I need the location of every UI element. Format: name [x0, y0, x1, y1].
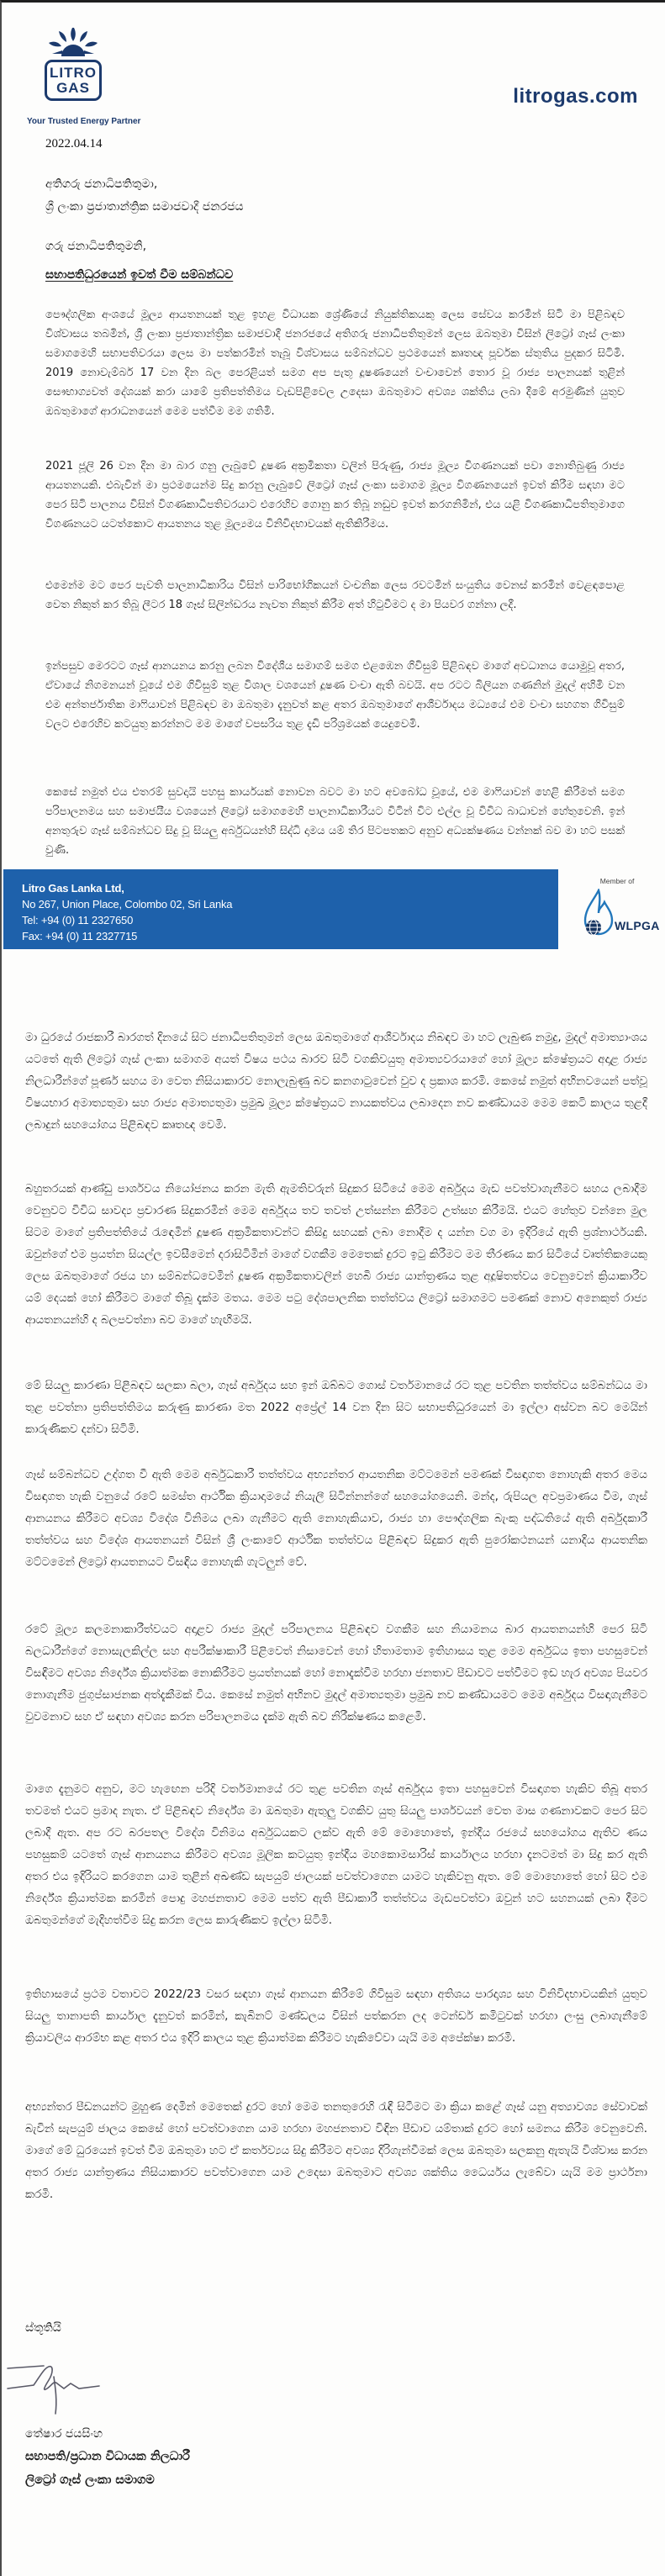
recipient-line-1: අතිගරු ජනාධිපතිතුමා, [45, 177, 158, 191]
closing-thanks: ස්තූතියි [25, 2321, 61, 2335]
logo-tagline: Your Trusted Energy Partner [27, 117, 141, 126]
letter-paragraph: අභ්‍යන්තර පීඩනයන්ට මුහුණ දෙමින් මෙතෙක් දුරට හෝ මෙම තනතුරෙහි රැඳී සිටීමට මා ක්‍රියා කළේ ගෑස් යනු අත්‍යාවශ්‍ය සේවාවක් බැවින් සැපයුම් ජාලය කෙසේ හෝ පවත්වාගෙන යාම හරහා මහජනතාව විඳින පීඩාව යම්තාක් දුරට හෝ සමනය කිරීම වෙනුවෙනි. මාගේ මේ ධුරයෙන් ඉවත් වීම ඔබතුමා හට ඒ කර්තව්‍යය සිදු කිරීමට අවශ්‍ය දිරිගැන්වීමක් ලෙස ඔබතුමා සලකනු ඇතැයි විශ්වාස කරන අතර රාජ්‍ය යාන්ත්‍රණය නිසියාකාරව පවත්වාගෙන යාම උදෙසා ඔබතුමාට අවශ්‍ය ශක්තිය ධෛර්යය ලැබේවා යැයි මම ප්‍රාර්ථනා කරමි. [25, 2100, 647, 2201]
company-address: No 267, Union Place, Colombo 02, Sri Lanka [22, 898, 233, 911]
website-url: litrogas.com [513, 85, 638, 108]
letter-paragraph: රටේ මූල්‍ය කලමනාකාරීත්වයට අදාළව රාජ්‍ය මුදල් පරිපාලනය පිළිබඳව වගකීම සහ නියාමනය බාර ආයතනයන්හි පෙර සිටි බලධාරීන්ගේ නොසැලකිල්ල සහ අපරීක්ෂාකාරී පිළිවෙත් නිසාවෙන් හෝ හිතාමතාම ඉතිහාසය තුළ මෙම අර්බුධය ඉතා පහසුවෙන් විසඳීමට අවශ්‍ය නිර්දේශ ක්‍රියාත්මක නොකිරීමට ප්‍රයත්නයක් හෝ නොදැක්වීම හරහා ජනතාව පීඩාවට පත්වීමට ඉඩ හැර අවශ්‍ය පියවර නොගැනීම ජුගුප්සාජනක අත්දැකීමක් විය. කෙසේ නමුත් අභිනව මුදල් අමාත්‍යතුමා ප්‍රමුඛ නව කණ්ඩායමට මෙම අර්බුදය විසඳාගැනීමට වුවමනාව සහ ඒ සඳහා අවශ්‍ය කරන පරිපාලනමය දැක්ම ඇති බව නිරීක්ෂණය කළෙමි. [25, 1623, 647, 1723]
letter-paragraph: කෙසේ නමුත් එය එතරම් සුවදායි පහසු කාර්යයක් නොවන බවට මා හට අවබෝධ වූයේ, එම මාෆියාවන් හෙළි කිරීමත් සමග පරිපාලනමය සහ සමාජයීය වශයෙන් ලිට්‍රෝ සමාගමෙහි පාලනාධිකාරීයට විටින් විට එල්ල වූ විවිධ බාධාවන් හේතුවෙනි. ඉන් අනතුරුව ගෑස් සම්බන්ධව සිදු වූ සියලු අර්බුධයන්හි සිද්ධි දාමය යම් තිර පිටපතකට අනුව අධ්‍යක්ෂණය වන්නක් බව මා හට පසක් වුණි. [45, 786, 625, 857]
logo-wordmark [45, 60, 102, 101]
wlpga-flame-icon [582, 889, 615, 942]
letter-paragraph: මේ සියලු කාරණා පිළිබඳව සලකා බලා, ගෑස් අර්බුදය සහ ඉන් ඔබ්බට ගොස් වර්තමානයේ රට තුළ පවතින තත්ත්වය සම්බන්ධය මා තුළ පවත්නා ප්‍රතිපත්තිමය කරුණු කාරණා මත 2022 අප්‍රේල් 14 වන දින සිට සභාපතිධුරයෙන් මා ඉල්ලා අස්වන බව මෙයින් කාරුණිකව දන්වා සිටිමි. [25, 1379, 647, 1436]
litro-gas-logo [35, 26, 111, 101]
company-tel: Tel: +94 (0) 11 2327650 [22, 914, 134, 926]
letter-paragraph: ඉන්පසුව මෙරටට ගෑස් ආනයනය කරනු ලබන විදේශීය සමාගම් සමග එළඹෙන ගිවිසුම් පිළිබඳව මාගේ අවධානය යොමුවූ අතර, ඒවායේ නිගමනයන් වූයේ එම ගිවිසුම් තුළ විශාල වශයෙන් දූෂණ වංචා ඇති බවයි. අප රටට බිලියන ගණනින් මුදල් අහිමි වන එම අන්තර්ජාතික මාෆියාවන් පිළිබඳව මා ඔබතුමා දැනුවත් කළ අතර ඔබතුමාගේ ආශීර්වාදය මධ්‍යයේ එම වංචා සහගත ගිවිසුම් වලට එරෙහිව කටයුතු කරන්නට මම මාගේ වපසරිය තුළ දැඩි පරිශ්‍රමයක් යෙදුවෙමි. [45, 660, 625, 731]
company-address-bar [3, 869, 558, 949]
recipient-line-2: ශ්‍රී ලංකා ප්‍රජාතාන්ත්‍රික සමාජවාදී ජනරජය [45, 200, 244, 214]
letter-paragraph: 2021 ජූලි 26 වන දින මා බාර ගනු ලැබුවේ දූෂණ අක්‍රමිකතා වලින් පිරුණු, රාජ්‍ය මූල්‍ය විගණනයක් පවා නොතිබුණු රාජ්‍ය ආයතනයකි. එබැවින් මා ප්‍රථමයෙන්ම සිදු කරනු ලැබුවේ ලිට්‍රෝ ගෑස් ලංකා සමාගම මූල්‍ය විගණනයෙන් ඉවත් කිරීම සඳහා මට පෙර සිටි පාලනය විසින් විගණකාධිපතිවරයාට එරෙහිව ගොනු කර තිබූ නඩුව ඉවත් කරගනිමින්, එය යළි විගණකාධිපතිතුමාගෙ විගණනයට යටත්කොට ආයතනය තුළ මූල්‍යමය විනිවිදභාවයක් ඇතිකිරීමය. [45, 460, 625, 531]
signatory-name: තේෂාර ජයසිංහ [25, 2427, 103, 2441]
flame-sun-icon [42, 26, 104, 60]
letter-paragraph: පෞද්ගලික අංශයේ මූල්‍ය ආයතනයක් තුළ ඉහළ විධායක ශ්‍රේණියේ නියුක්තිකයකු ලෙස සේවය කරමින් සිටි මා පිළිබඳව විශ්වාසය තබමින්, ශ්‍රී ලංකා ප්‍රජාතාන්ත්‍රික සමාජවාදී ජනරජයේ අතිගරු ජනාධිපතිතුමන් ලෙස ඔබතුමා විසින් ලිට්‍රෝ ගෑස් ලංකා සමාගමෙහි සභාපතිවරයා ලෙස මා පත්කරමින් තැබූ විශ්වාසය සම්බන්ධව ප්‍රථමයෙන් කෘතඥ පූර්වක ස්තුතිය පුදකර සිටිමි. 2019 නොවැම්බර් 17 වන දින බල පෙරළියත් සමග අප පැතූ දූෂණයෙන් වංචාවෙන් තොර වූ රාජ්‍ය පාලනයක් තුළින් සෞභාග්‍යවත් දේශයක් කරා යාමේ ප්‍රතිපත්තිමය වැඩපිළිවෙල උදෙසා ඔබතුමාට අවශ්‍ය ශක්තිය ලබා දීමේ අරමුණින් යුතුව ඔබතුමාගේ ආරාධනයෙන් මෙම පත්වීම මම ගතිමි. [45, 309, 625, 418]
letter-paragraph: එමෙන්ම මට පෙර පැවති පාලනාධිකාරිය විසින් පාරිභෝගිකයන් වංචනික ලෙස රවටමින් සංයුතිය වෙනස් කරමින් වෙළඳපොළ වෙත නිකුත් කර තිබූ ලීටර 18 ගෑස් සිලින්ඩරය නැවත නිකුත් කිරීම අත් හිටුවීමට ද මා පියවර ගන්නා ලදී. [45, 579, 625, 611]
signatory-company: ලිට්‍රෝ ගෑස් ලංකා සමාගම [25, 2473, 155, 2487]
signatory-title: සභාපති/ප්‍රධාන විධායක නිලධාරී [25, 2450, 190, 2463]
salutation: ගරු ජනාධිපතිතුමනි, [45, 240, 147, 253]
letter-paragraph: බහුතරයක් ආණ්ඩු පාර්ශවය නියෝජනය කරන මැති ඇමතිවරුන් සිදුකර සිටියේ මෙම අර්බුදය මැඩ පවත්වාගැනීමට සහය ලබාදීම වෙනුවට විවිධ සාවද්‍ය ප්‍රචාරණ සිදුකරමින් මෙම අර්බුදය තව තවත් උත්සන්න කිරීමට උත්සහ කිරීමයි. එයට හේතුව වන්නෙ මුල සිටම මාගේ ප්‍රතිපත්තියේ රැඳෙමින් දූෂණ අක්‍රමිකතාවන්ට කිසිදු සහයක් ලබා නොදීම ද යන්න වග මා ඉදිරියේ ඇති ප්‍රශ්නාර්ථයකි. ඔවුන්ගේ එම ප්‍රයත්න සියල්ල ඉවසීමෙන් දරාසිටිමින් මාගේ වගකීම මෙතෙක් දුරට ඉටු කිරීමට මම තීරණය කර සිටියේ වෘත්තිකයෙකු ලෙස ඔබතුමාගේ රජය හා සම්බන්ධවෙමින් දූෂණ අක්‍රමිකතාවලින් හෙබි රාජ්‍ය යාන්ත්‍රණය තුළ අදූෂිතත්වය වෙනුවෙන් ක්‍රියාකාරීව යම් දෙයක් හෝ කිරීමට මාගේ තිබූ දැක්ම මතය. මෙම පටු දේශපාලනික තත්ත්වය ලිට්‍රෝ සමාගමට පමණක් නොව අනෙකුත් රාජ්‍ය ආයතනයන්හි ද බලපවත්නා බව මාගේ හැඟීමයි. [25, 1182, 647, 1327]
logo-word-litro: LITRO [50, 65, 97, 81]
company-name: Litro Gas Lanka Ltd, [22, 882, 124, 895]
logo-word-gas: GAS [56, 80, 90, 96]
wlpga-wordmark: WLPGA [615, 919, 660, 932]
letter-date: 2022.04.14 [45, 137, 103, 150]
letter-paragraph: ගෑස් සම්බන්ධව උද්ගත වී ඇති මෙම අර්බුධකාරී තත්ත්වය අභ්‍යන්තර ආයතනික මට්ටමෙන් පමණක් විසඳාගත නොහැකි අතර මෙය විසඳාගත හැකි වනුයේ රටේ සමස්ත ආර්ථික ක්‍රියාදාමයේ නියැලී සිටින්නන්ගේ සහයෝගයෙනි. මන්ද, රුපියල අවප්‍රමාණය වීම, ගෑස් ආනයනය කිරීමට අවශ්‍ය විදේශ විනිමය ලබා ගැනීමට ඇති නොහැකියාව, රාජ්‍ය හා පෞද්ගලික බැංකු පද්ධතියේ ඇති අර්බුදකාරී තත්ත්වය සහ විදේශ ආයතනයන් විසින් ශ්‍රී ලංකාවේ ආර්ථික තත්ත්වය පිළිබඳව සිදුකර ඇති පුරෝකථනයන් යනාදිය ආයතනික මට්ටමෙන් ලිට්‍රෝ ආයතනයට විසඳිය නොහැකි ගැටලුන් වේ. [25, 1468, 647, 1569]
member-of-label: Member of [599, 877, 635, 885]
letter-paragraph: ඉතිහාසයේ ප්‍රථම වතාවට 2022/23 වසර සඳහා ගෑස් ආනයන කිරීමේ ගිවිසුම සඳහා අතිශය පාරදෘශ්‍ය සහ විනිවිදභාවයකින් යුතුව සියලු තානාපති කාර්යාල දැනුවත් කරමින්, කැබිනට් මණ්ඩලය විසින් පත්කරන ලද ටෙන්ඩර් කමිටුවක් හරහා ලංසු ලබාගැනීමේ ක්‍රියාවලිය ආරම්භ කළ අතර එය ඉදිරි කාලය තුළ ක්‍රියාත්මක කිරීමට හැකිවේවා යැයි මම අපේක්ෂා කරමි. [25, 1987, 647, 2045]
letter-paragraph: මාගෙ දැනුමට අනුව, මට හැඟෙන පරිදි වර්තමානයේ රට තුළ පවතින ගෑස් අර්බුදය ඉතා පහසුවෙන් විසඳාගත හැකිව තිබූ අතර තවමත් එයට ප්‍රමාද නැත. ඒ පිළිබඳව නිර්දේශ මා ඔබතුමා ඇතුලු වගකිව යුතු සියලු පාර්ශවයන් වෙත මාස ගණනාවකට පෙර සිට ලබාදී ඇත. අප රට බරපතල විදේශ විනිමය අර්බුධයකට ලක්ව ඇති මේ මොහොතේ, ඉන්දීය රජයේ සහයෝගය ඇතිව ණය පහසුකම් යටතේ ගෑස් ආනයනය කිරීමට අවශ්‍ය මූලික කටයුතු ඉන්දීය මහකොමසාරිස් කාර්යාලය හරහා දැනටමත් මා සිදු කර ඇති අතර එය ඉදිරියට කරගෙන යාම තුළින් අඛණ්ඩ සැපයුම් ජාලයක් පවත්වාගෙන යාමට හැකිවනු ඇත. මේ මොහොතේ හෝ සිට එම නිර්දේශ ක්‍රියාත්මක කරමින් පොදු මහජනතාව මෙම පත්ව ඇති පීඩාකාරී තත්ත්වය මැඩපවත්වා ඔවුන් හට සහනයක් ලබා දීමට ඔබතුමන්ගේ මැදිහත්වීම සිදු කරන ලෙස කාරුණිකව ඉල්ලා සිටිමි. [25, 1782, 647, 1927]
subject-line: සභාපතිධුරයෙන් ඉවත් වීම සම්බන්ධව [45, 268, 234, 282]
handwritten-signature [5, 2355, 106, 2422]
company-fax: Fax: +94 (0) 11 2327715 [22, 930, 138, 942]
letter-paragraph: මා ධුරයේ රාජකාරී බාරගත් දිනයේ සිට ජනාධිපතිතුමන් ලෙස ඔබතුමාගේ ආශීර්වාදය නිබඳව මා හට ලැබුණ නමුදු, මුදල් අමාත්‍යාංශය යටතේ ඇති ලිට්‍රෝ ගෑස් ලංකා සමාගම අයත් විෂය පථය බාරව සිටි වගකිවයුතු අමාත්‍යවරයාගේ හෝ මූල්‍ය ක්ෂේත්‍රයට අදාළ රාජ්‍ය නිලධාරීන්ගේ පූර්ණ සහය මා වෙත නිසියාකාරව නොලැබුණු බව කනගාටුවෙන් වුව ද ප්‍රකාශ කරමි. කෙසේ නමුත් අභිනවයෙන් පත්වූ විෂයභාර අමාත්‍යතුමා සහ රාජ්‍ය අමාත්‍යතුමා ප්‍රමුඛ මූල්‍ය ක්ෂේත්‍රයට නායකත්වය ලබාදෙන නව කණ්ඩායම මෙම කෙටි කාලය තුළදී ලබාදුන් සහයෝගය පිළිබඳව කෘතඥ වෙමි. [25, 1031, 647, 1132]
